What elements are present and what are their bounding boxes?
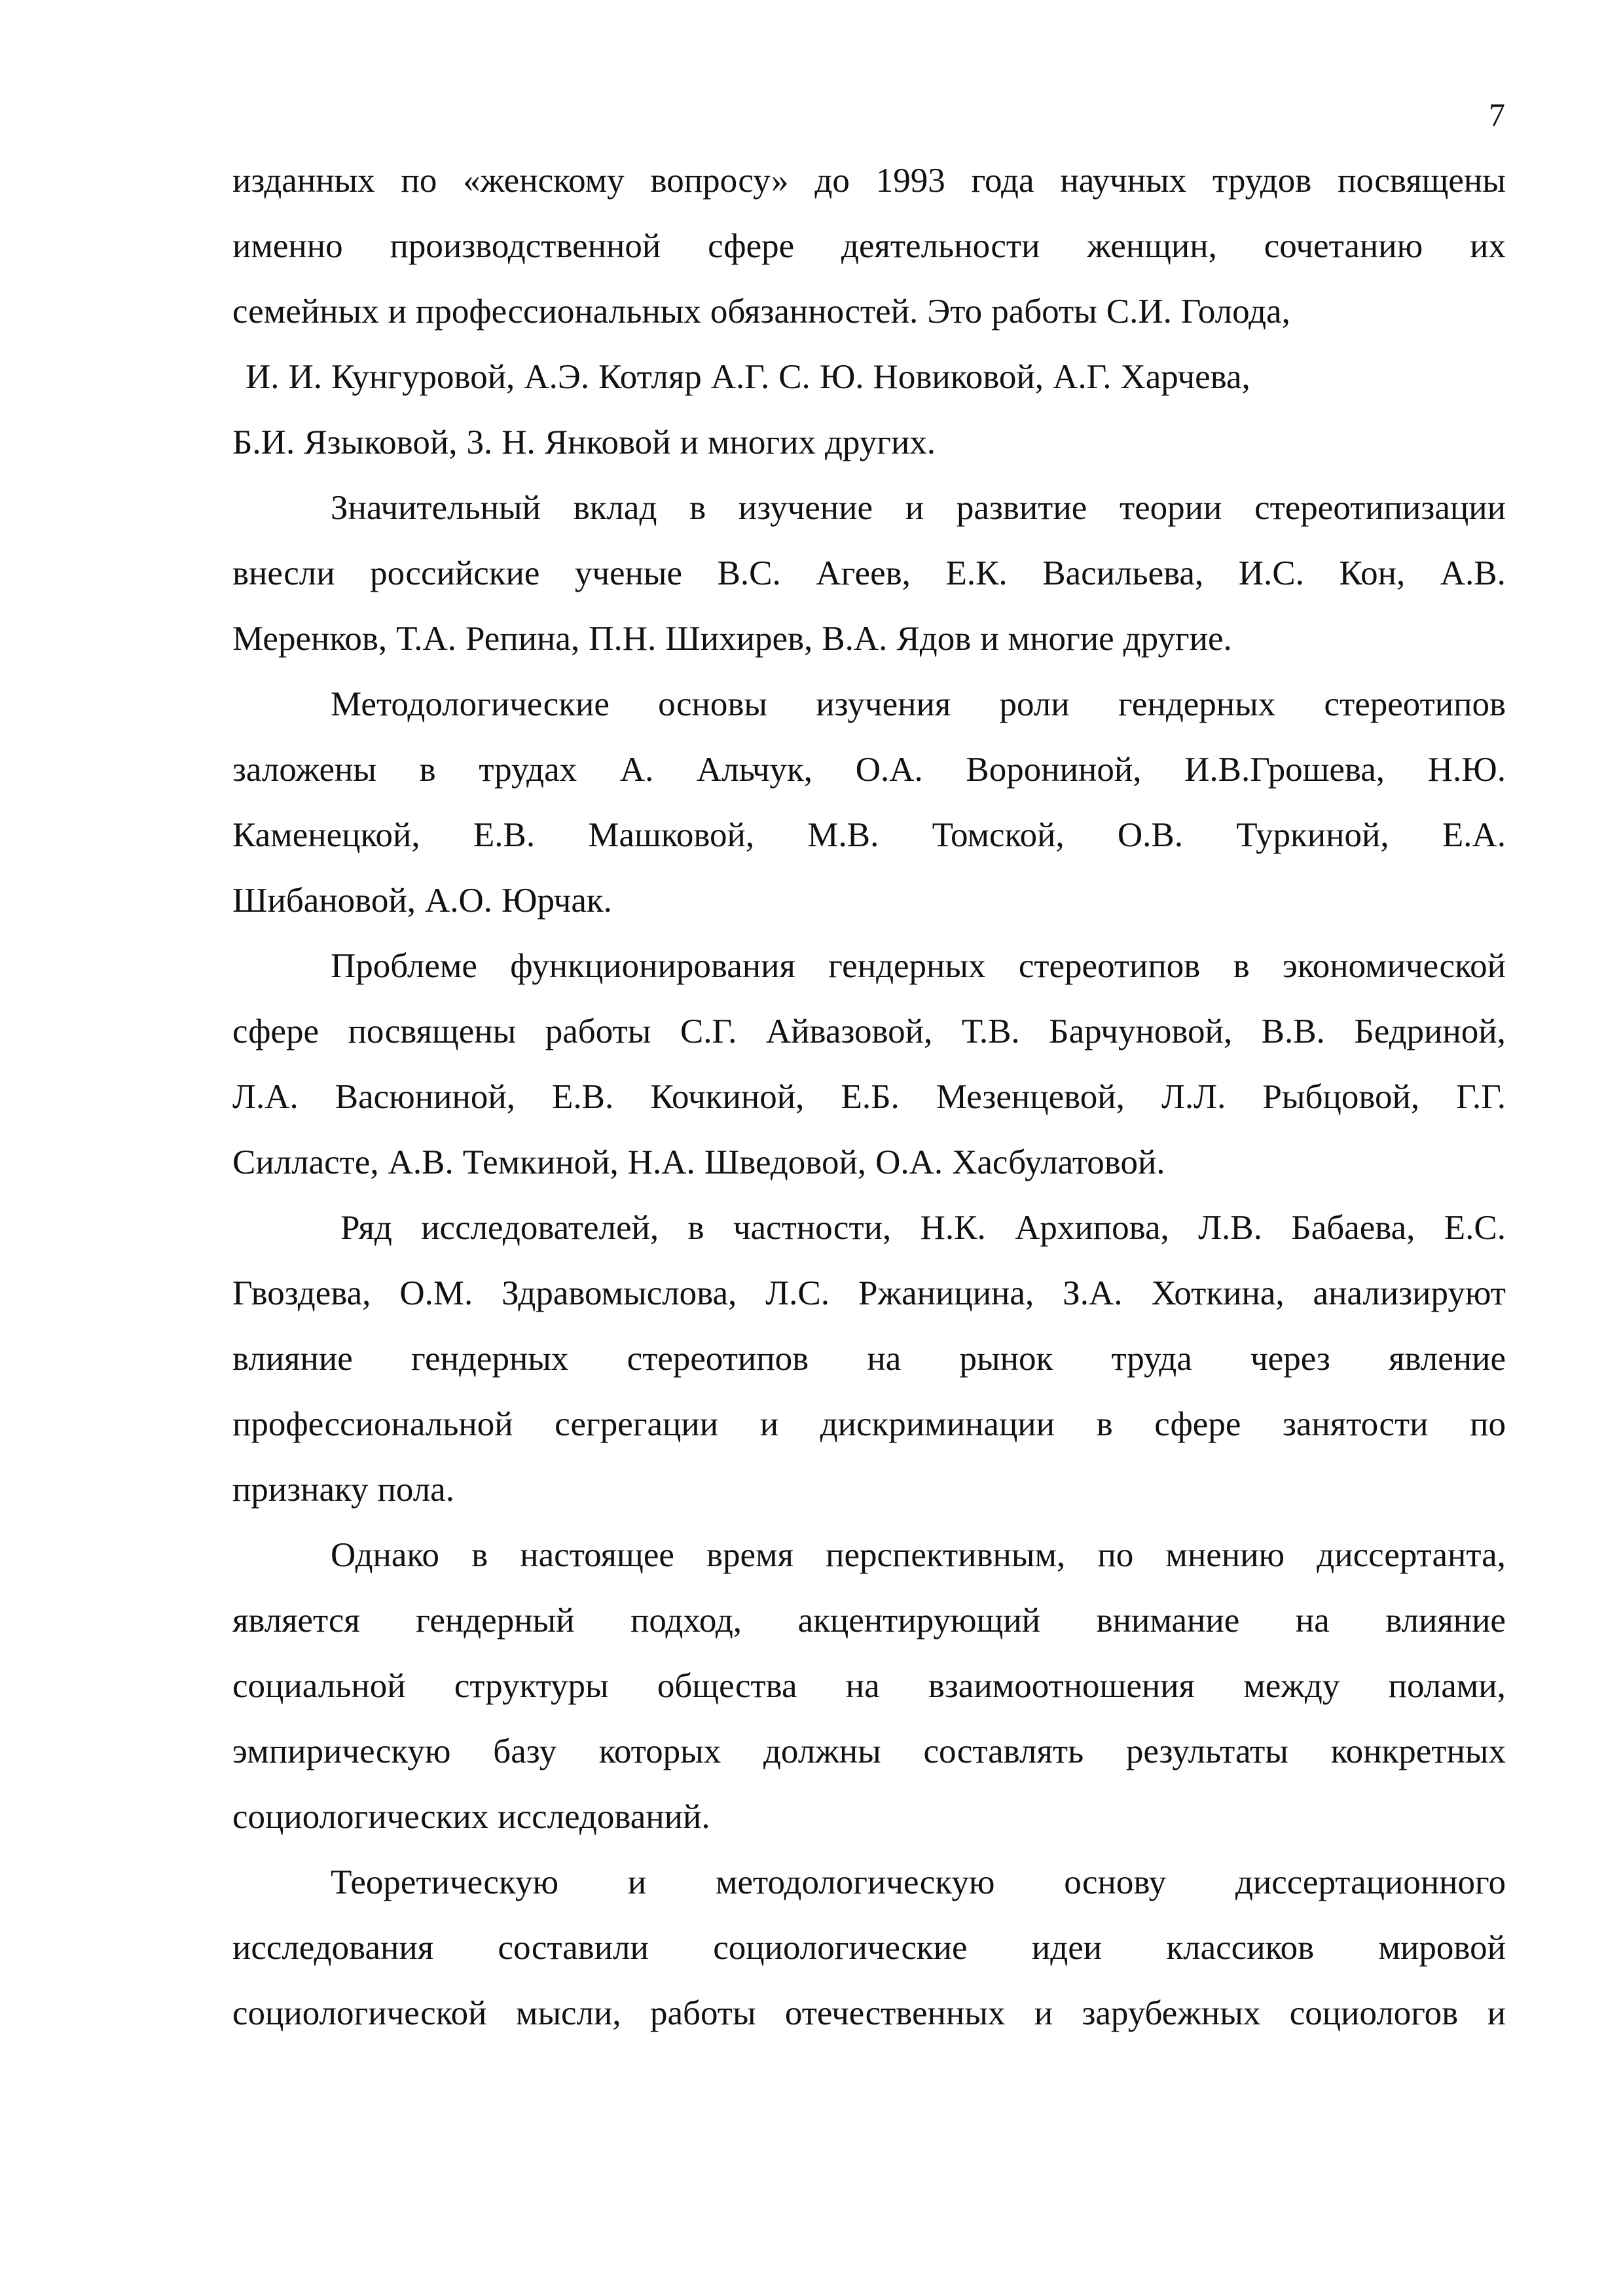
text-line: Теоретическую и методологическую основу диссертационного <box>331 1863 1506 1901</box>
text-line: Б.И. Языковой, 3. Н. Янковой и многих других. <box>232 423 936 461</box>
page-number: 7 <box>1489 96 1505 133</box>
text-line: сфере посвящены работы С.Г. Айвазовой, Т.В. Барчуновой, В.В. Бедриной, <box>232 1013 1506 1050</box>
text-line: Л.А. Васюниной, Е.В. Кочкиной, Е.Б. Мезенцевой, Л.Л. Рыбцовой, Г.Г. <box>232 1078 1506 1116</box>
text-line: Шибановой, А.О. Юрчак. <box>232 882 612 920</box>
text-line: социологической мысли, работы отечественных и зарубежных социологов и <box>232 1994 1506 2032</box>
text-line: Значительный вклад в изучение и развитие теории стереотипизации <box>331 489 1506 527</box>
text-line: Каменецкой, Е.В. Машковой, М.В. Томской, О.В. Туркиной, Е.А. <box>232 816 1506 854</box>
text-line: И. И. Кунгуровой, А.Э. Котляр А.Г. С. Ю. Новиковой, А.Г. Харчева, <box>246 358 1250 396</box>
text-line: влияние гендерных стереотипов на рынок труда через явление <box>232 1340 1506 1378</box>
text-line: именно производственной сфере деятельности женщин, сочетанию их <box>232 227 1506 265</box>
text-line: Ряд исследователей, в частности, Н.К. Архипова, Л.В. Бабаева, Е.С. <box>340 1209 1506 1247</box>
text-line: эмпирическую базу которых должны составлять результаты конкретных <box>232 1732 1506 1770</box>
text-line: социологических исследований. <box>232 1798 710 1836</box>
text-line: семейных и профессиональных обязанностей. Это работы С.И. Голода, <box>232 293 1290 331</box>
text-line: исследования составили социологические идеи классиков мировой <box>232 1929 1506 1967</box>
text-line: Однако в настоящее время перспективным, по мнению диссертанта, <box>331 1536 1506 1574</box>
text-line: Силласте, А.В. Темкиной, Н.А. Шведовой, О.А. Хасбулатовой. <box>232 1143 1165 1181</box>
text-line: социальной структуры общества на взаимоотношения между полами, <box>232 1667 1506 1705</box>
text-line: является гендерный подход, акцентирующий внимание на влияние <box>232 1602 1506 1640</box>
text-line: Меренков, Т.А. Репина, П.Н. Шихирев, В.А. Ядов и многие другие. <box>232 620 1232 658</box>
document-body <box>232 148 1506 2046</box>
text-line: Методологические основы изучения роли гендерных стереотипов <box>331 685 1506 723</box>
text-line: внесли российские ученые В.С. Агеев, Е.К. Васильева, И.С. Кон, А.В. <box>232 554 1506 592</box>
text-line: изданных по «женскому вопросу» до 1993 года научных трудов посвящены <box>232 162 1506 200</box>
text-line: профессиональной сегрегации и дискриминации в сфере занятости по <box>232 1405 1506 1443</box>
text-line: Проблеме функционирования гендерных стереотипов в экономической <box>331 947 1506 985</box>
text-line: Гвоздева, О.М. Здравомыслова, Л.С. Ржаницина, З.А. Хоткина, анализируют <box>232 1274 1506 1312</box>
text-line: признаку пола. <box>232 1471 454 1509</box>
text-line: заложены в трудах А. Альчук, О.А. Ворониной, И.В.Грошева, Н.Ю. <box>232 751 1506 789</box>
